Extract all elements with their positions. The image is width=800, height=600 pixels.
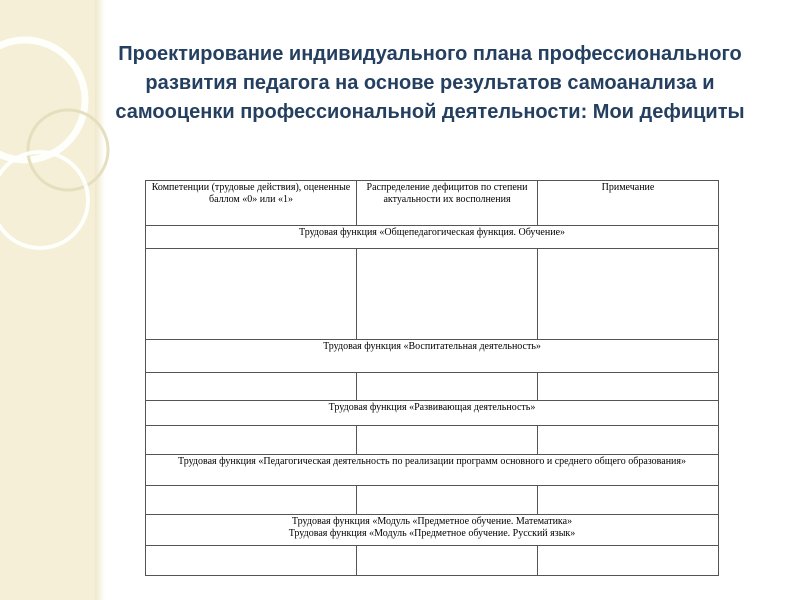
- empty-cell: [538, 426, 719, 455]
- page-title: Проектирование индивидуального плана профессионального развития педагога на основе результатов самоанализа и самооценки профессиональной деятельности: Мои дефициты: [115, 43, 745, 123]
- section-row: [146, 515, 719, 546]
- deficits-table: [145, 180, 719, 576]
- table-row: [146, 546, 719, 576]
- empty-cell: [146, 373, 357, 401]
- empty-cell: [146, 546, 357, 576]
- section-row: [146, 455, 719, 486]
- table-row: [146, 373, 719, 401]
- section-subject-modules: [146, 515, 719, 546]
- header-competencies: Компетенции (трудовые действия), оцененные баллом «0» или «1»: [146, 181, 357, 226]
- empty-cell: [146, 426, 357, 455]
- table-row: [146, 486, 719, 515]
- empty-cell: [357, 426, 538, 455]
- empty-cell: [357, 373, 538, 401]
- section-educational: Трудовая функция «Воспитательная деятельность»: [146, 340, 719, 373]
- section-program-implementation: Трудовая функция «Педагогическая деятельность по реализации программ основного и среднего общего образования»: [146, 455, 719, 486]
- section-row: [146, 401, 719, 426]
- empty-cell: [538, 249, 719, 340]
- empty-cell: [538, 546, 719, 576]
- empty-cell: [357, 486, 538, 515]
- empty-cell: [146, 249, 357, 340]
- header-distribution: Распределение дефицитов по степени актуальности их восполнения: [357, 181, 538, 226]
- table-row: [146, 249, 719, 340]
- empty-cell: [357, 546, 538, 576]
- empty-cell: [538, 373, 719, 401]
- section-module-math: Трудовая функция «Модуль «Предметное обучение. Математика»: [291, 516, 573, 527]
- section-row: [146, 226, 719, 249]
- decorative-circles: [0, 0, 110, 600]
- table-row: [146, 426, 719, 455]
- empty-cell: [538, 486, 719, 515]
- section-general-pedagogical: Трудовая функция «Общепедагогическая функция. Обучение»: [146, 226, 719, 249]
- section-developmental: Трудовая функция «Развивающая деятельность»: [146, 401, 719, 426]
- header-note: Примечание: [538, 181, 719, 226]
- empty-cell: [146, 486, 357, 515]
- table-header-row: [146, 181, 719, 226]
- section-module-russian: Трудовая функция «Модуль «Предметное обучение. Русский язык»: [288, 528, 576, 539]
- empty-cell: [357, 249, 538, 340]
- section-row: [146, 340, 719, 373]
